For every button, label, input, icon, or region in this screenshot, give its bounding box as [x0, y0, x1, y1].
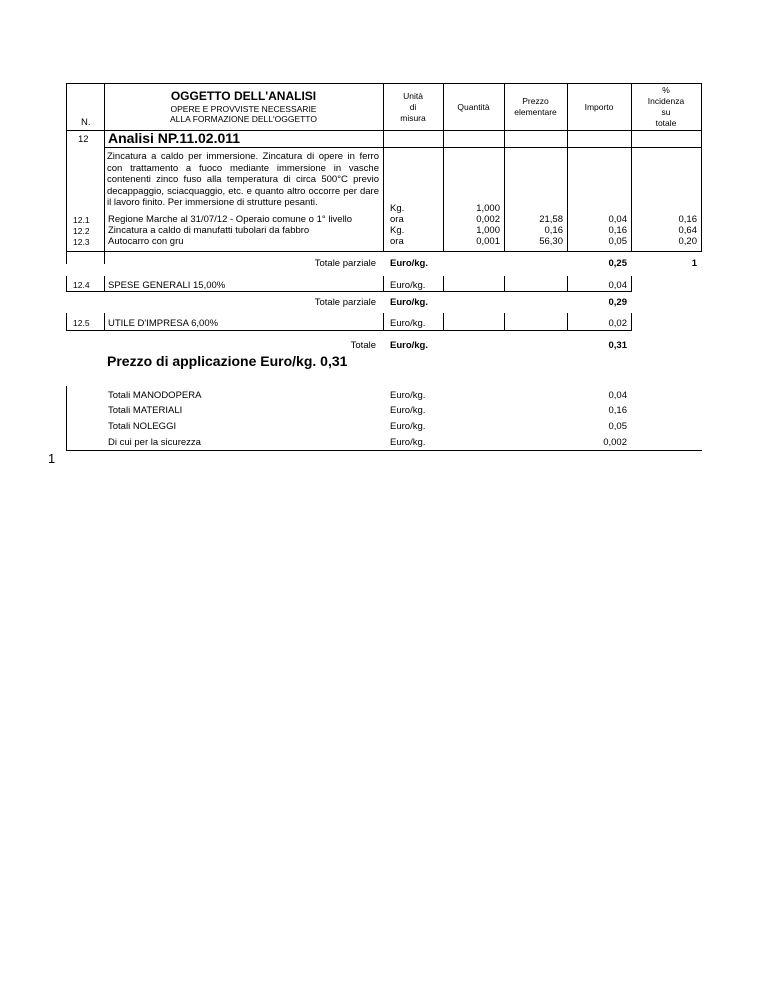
row-unit: ora [390, 214, 404, 225]
unit-header-1: Unità [403, 91, 423, 101]
row-qty: 0,002 [476, 214, 500, 225]
amount-header: Importo [584, 102, 614, 112]
price-header-1: Prezzo [522, 96, 549, 106]
incidence-header-4: totale [655, 118, 677, 128]
summary-unit: Euro/kg. [390, 390, 426, 401]
general-number: 12.4 [73, 280, 90, 290]
total-amount: 0,31 [608, 340, 627, 351]
row-price: 21,58 [539, 214, 563, 225]
total-label: Totale [350, 340, 376, 351]
row-amount: 0,16 [608, 225, 627, 236]
row-number: 12.3 [73, 237, 90, 247]
summary-value: 0,05 [608, 421, 627, 432]
row-amount: 0,04 [608, 214, 627, 225]
subtotal-1-label: Totale parziale [314, 258, 376, 269]
summary-value: 0,16 [608, 405, 627, 416]
summary-unit: Euro/kg. [390, 421, 426, 432]
row-price: 56,30 [539, 236, 563, 247]
row-description: Zincatura a caldo di manufatti tubolari da fabbro [108, 225, 310, 236]
row-incidence: 0,64 [678, 225, 697, 236]
subtotal-1-amount: 0,25 [608, 258, 627, 269]
row-description: Autocarro con gru [108, 236, 184, 247]
analysis-number: 12 [78, 134, 89, 145]
description-qty: 1,000 [476, 203, 500, 214]
num-header: N. [81, 117, 91, 128]
profit-unit: Euro/kg. [390, 318, 426, 329]
page-number: 1 [48, 451, 56, 466]
row-amount: 0,05 [608, 236, 627, 247]
analysis-code: Analisi NP.11.02.011 [108, 130, 241, 146]
subtotal-1-unit: Euro/kg. [390, 258, 429, 269]
summary-value: 0,002 [603, 437, 627, 448]
general-unit: Euro/kg. [390, 280, 426, 291]
header-title: OGGETTO DELL'ANALISI [170, 89, 317, 103]
description-unit: Kg. [390, 203, 405, 214]
row-unit: ora [390, 236, 404, 247]
qty-header: Quantità [457, 102, 490, 112]
application-price: Prezzo di applicazione Euro/kg. 0,31 [107, 353, 348, 369]
header-subtitle-2: ALLA FORMAZIONE DELL'OGGETTO [170, 114, 317, 124]
subtotal-2-unit: Euro/kg. [390, 297, 429, 308]
row-price: 0,16 [544, 225, 563, 236]
row-incidence: 0,16 [678, 214, 697, 225]
unit-header-2: di [409, 102, 417, 112]
unit-header-3: misura [400, 113, 426, 123]
total-unit: Euro/kg. [390, 340, 429, 351]
row-number: 12.1 [73, 215, 90, 225]
profit-amount: 0,02 [608, 318, 627, 329]
summary-label: Di cui per la sicurezza [108, 437, 201, 448]
row-number: 12.2 [73, 226, 90, 236]
row-qty: 0,001 [476, 236, 500, 247]
subtotal-2-label: Totale parziale [314, 297, 376, 308]
incidence-header-1: % [662, 85, 670, 95]
profit-description: UTILE D'IMPRESA 6,00% [108, 318, 219, 329]
row-incidence: 0,20 [678, 236, 697, 247]
summary-label: Totali MATERIALI [108, 405, 183, 416]
summary-label: Totali NOLEGGI [108, 421, 177, 432]
incidence-header-2: Incidenza [647, 96, 685, 106]
price-header-2: elementare [514, 107, 557, 117]
subtotal-2-amount: 0,29 [608, 297, 627, 308]
row-description: Regione Marche al 31/07/12 - Operaio comune o 1° livello [108, 214, 353, 225]
subtotal-1-incidence: 1 [691, 258, 697, 269]
row-unit: Kg. [390, 225, 405, 236]
profit-number: 12.5 [73, 318, 90, 328]
incidence-header-3: su [661, 107, 671, 117]
summary-unit: Euro/kg. [390, 405, 426, 416]
summary-unit: Euro/kg. [390, 437, 426, 448]
row-qty: 1,000 [476, 225, 500, 236]
summary-label: Totali MANODOPERA [108, 390, 202, 401]
analysis-description: Zincatura a caldo per immersione. Zincatura di opere in ferro con trattamento a fuoco mediante immersione in vasche contenenti zinco fuso alla temperatura di circa 500°C previo decappaggio, sciacquaggio, etc. e quanto altro occorre per dare il lavoro finito. Per immersione di strutture pesanti. [107, 151, 379, 208]
general-amount: 0,04 [608, 280, 627, 291]
summary-value: 0,04 [608, 390, 627, 401]
general-description: SPESE GENERALI 15,00% [108, 280, 226, 291]
header-subtitle-1: OPERE E PROVVISTE NECESSARIE [170, 104, 317, 114]
